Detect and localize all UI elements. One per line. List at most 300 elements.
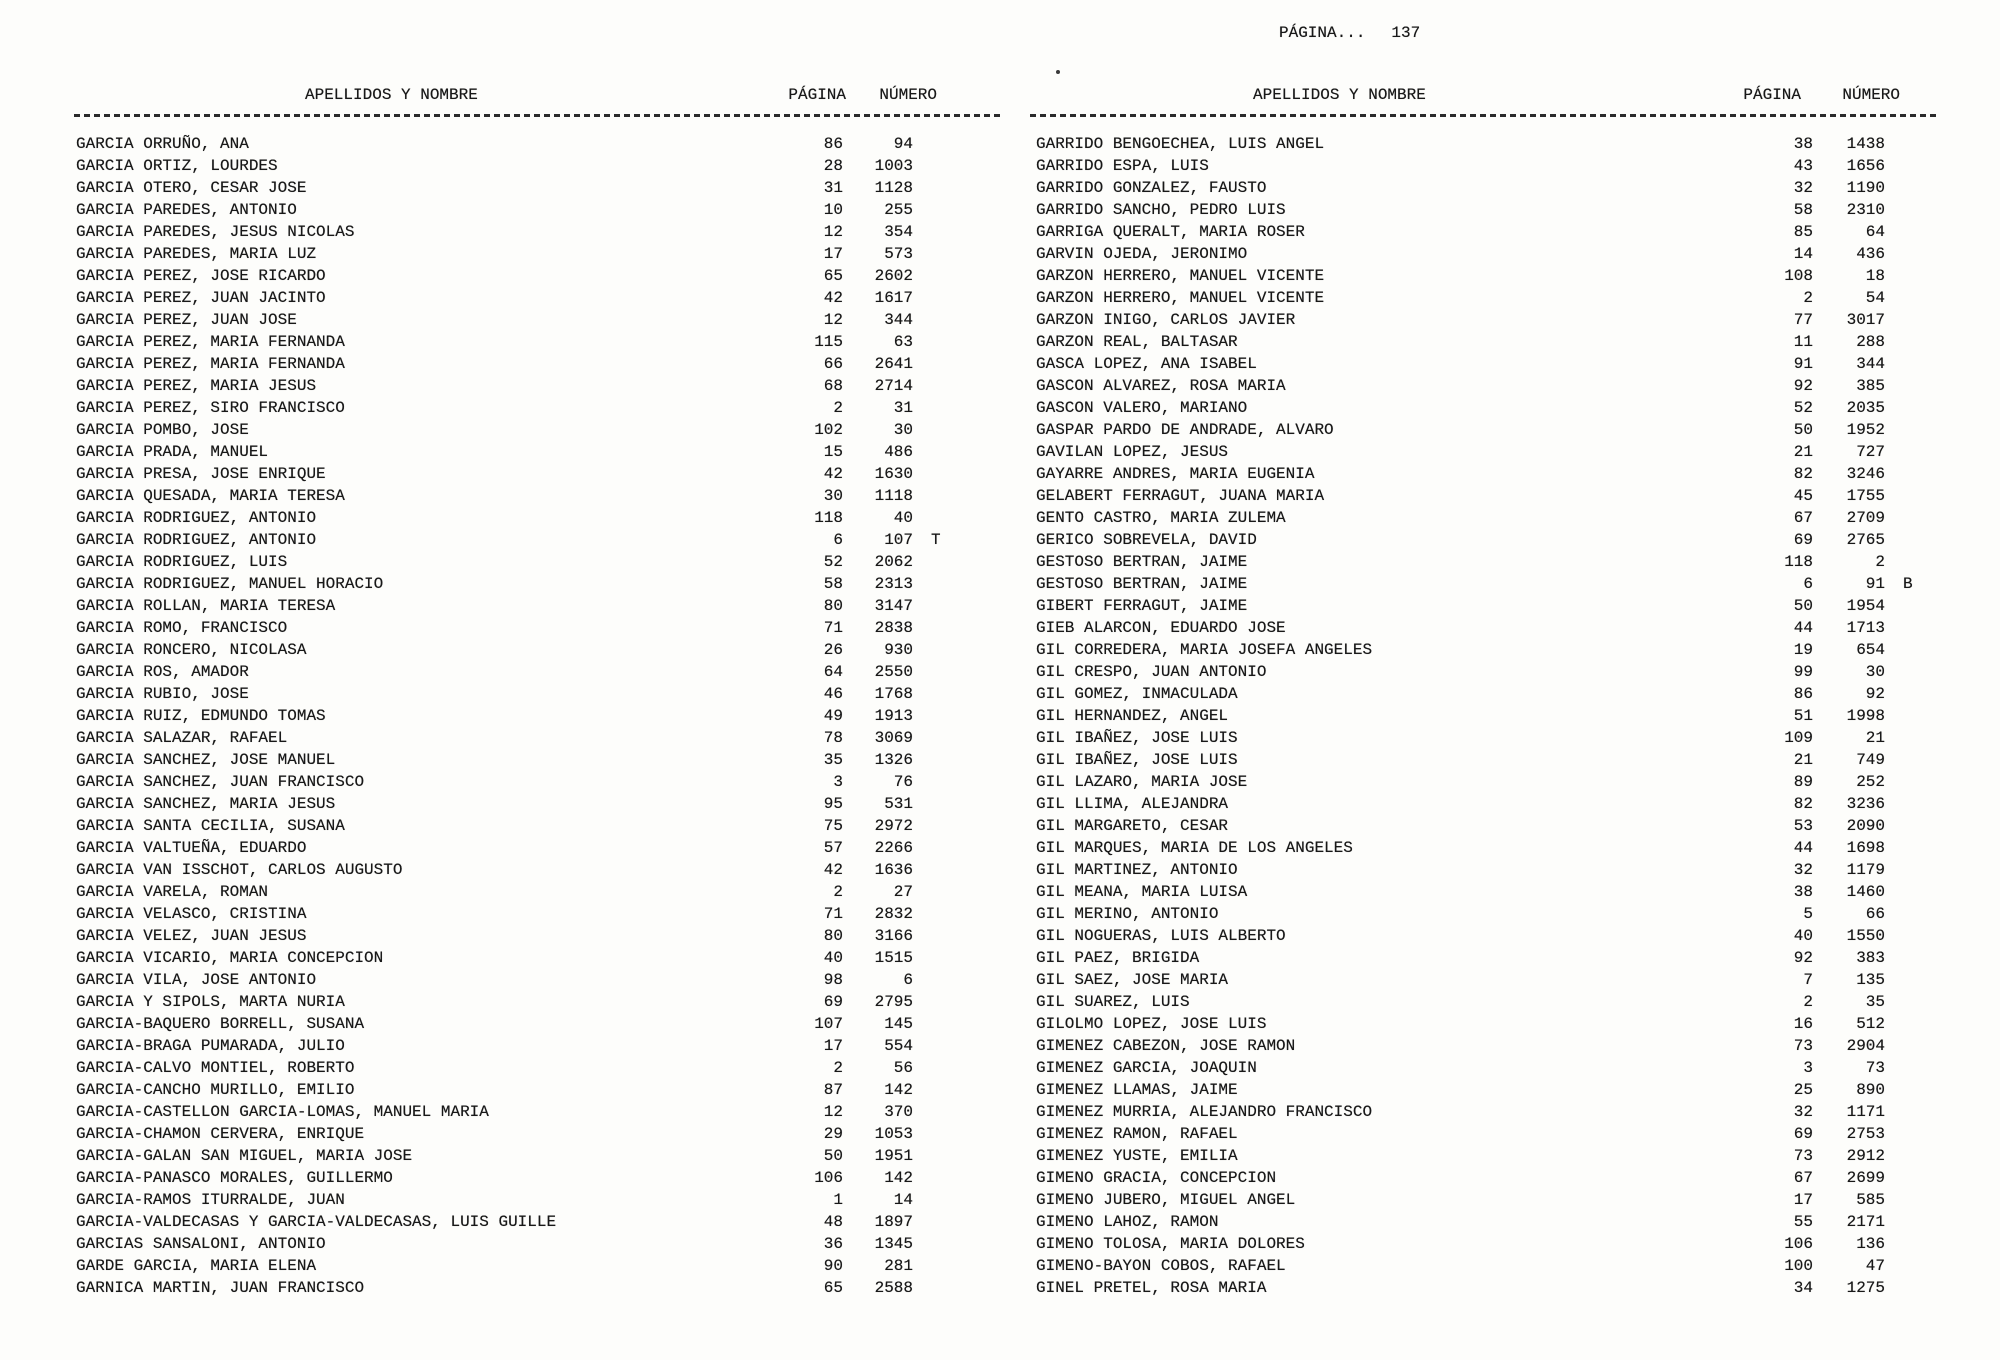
table-row — [76, 1079, 960, 1101]
entry-number: 2912 — [1846, 1147, 1885, 1165]
entry-number: 6 — [903, 971, 913, 989]
entry-page: 106 — [1784, 1235, 1813, 1253]
entry-number: 585 — [1856, 1191, 1885, 1209]
table-row — [1036, 947, 1940, 969]
entry-page: 26 — [823, 641, 843, 659]
entry-number: 2709 — [1846, 509, 1885, 527]
table-row — [1036, 177, 1940, 199]
entry-page: 31 — [823, 179, 843, 197]
entry-page: 86 — [823, 135, 843, 153]
entry-number: 749 — [1856, 751, 1885, 769]
table-row — [76, 1145, 960, 1167]
table-row — [76, 1057, 960, 1079]
entry-number: 27 — [893, 883, 913, 901]
entry-number: 573 — [884, 245, 913, 263]
entry-number: 76 — [893, 773, 913, 791]
entry-page: 51 — [1793, 707, 1813, 725]
entry-page: 65 — [823, 1279, 843, 1297]
table-row — [1036, 1277, 1940, 1299]
table-row — [76, 727, 960, 749]
entry-name: GARCIA ROS, AMADOR — [76, 663, 249, 681]
entry-page: 82 — [1793, 465, 1813, 483]
entry-name: GARCIA PEREZ, MARIA JESUS — [76, 377, 317, 395]
entry-number: 1768 — [874, 685, 913, 703]
table-row — [76, 441, 960, 463]
entry-number: 1179 — [1846, 861, 1885, 879]
table-row — [76, 947, 960, 969]
entry-page: 58 — [823, 575, 843, 593]
entry-name: GARRIDO ESPA, LUIS — [1036, 157, 1209, 175]
entry-name: GARCIA PRESA, JOSE ENRIQUE — [76, 465, 326, 483]
entry-page: 66 — [823, 355, 843, 373]
entry-page: 69 — [1793, 531, 1813, 549]
entry-page: 50 — [823, 1147, 843, 1165]
entry-page: 17 — [823, 245, 843, 263]
table-row — [1036, 683, 1940, 705]
table-row — [1036, 551, 1940, 573]
entry-number: 2641 — [874, 355, 913, 373]
table-row — [1036, 705, 1940, 727]
entry-name: GARCIA RUBIO, JOSE — [76, 685, 249, 703]
table-row — [76, 353, 960, 375]
entry-page: 36 — [823, 1235, 843, 1253]
entry-page: 73 — [1793, 1147, 1813, 1165]
entry-page: 65 — [823, 267, 843, 285]
entry-page: 69 — [823, 993, 843, 1011]
table-row — [76, 1013, 960, 1035]
table-row — [1036, 1145, 1940, 1167]
entry-page: 73 — [1793, 1037, 1813, 1055]
entry-number: 1128 — [874, 179, 913, 197]
entry-number: 3147 — [874, 597, 913, 615]
entry-number: 2753 — [1846, 1125, 1885, 1143]
entry-name: GARCIA RUIZ, EDMUNDO TOMAS — [76, 707, 326, 725]
entry-page: 21 — [1793, 443, 1813, 461]
entry-number: 1698 — [1846, 839, 1885, 857]
table-row — [1036, 991, 1940, 1013]
entry-page: 82 — [1793, 795, 1813, 813]
entry-number: 30 — [1865, 663, 1885, 681]
entry-page: 21 — [1793, 751, 1813, 769]
entry-number: 1954 — [1846, 597, 1885, 615]
entry-name: GARRIDO SANCHO, PEDRO LUIS — [1036, 201, 1286, 219]
entry-name: GARNICA MARTIN, JUAN FRANCISCO — [76, 1279, 365, 1297]
entry-page: 87 — [823, 1081, 843, 1099]
stray-dot-mark — [1056, 70, 1060, 74]
entry-number: 344 — [1856, 355, 1885, 373]
entry-name: GELABERT FERRAGUT, JUANA MARIA — [1036, 487, 1325, 505]
entry-page: 29 — [823, 1125, 843, 1143]
entry-name: GIL GOMEZ, INMACULADA — [1036, 685, 1238, 703]
entry-name: GASCON ALVAREZ, ROSA MARIA — [1036, 377, 1286, 395]
entry-page: 3 — [833, 773, 843, 791]
table-row — [76, 705, 960, 727]
entry-page: 40 — [823, 949, 843, 967]
entry-page: 38 — [1793, 883, 1813, 901]
entry-page: 2 — [1803, 289, 1813, 307]
entry-number: 2 — [1875, 553, 1885, 571]
table-row — [76, 683, 960, 705]
entry-number: 47 — [1865, 1257, 1885, 1275]
entry-page: 118 — [1784, 553, 1813, 571]
table-row — [1036, 1035, 1940, 1057]
entry-number: 288 — [1856, 333, 1885, 351]
entry-number: 145 — [884, 1015, 913, 1033]
entry-page: 6 — [1803, 575, 1813, 593]
entry-page: 102 — [814, 421, 843, 439]
entry-page: 95 — [823, 795, 843, 813]
entry-page: 12 — [823, 1103, 843, 1121]
entry-number: 2090 — [1846, 817, 1885, 835]
table-row — [76, 177, 960, 199]
entry-number: 1326 — [874, 751, 913, 769]
entry-number: 1951 — [874, 1147, 913, 1165]
table-row — [76, 485, 960, 507]
entry-number: 554 — [884, 1037, 913, 1055]
right-header-separator — [1030, 114, 1938, 117]
entry-number: 54 — [1865, 289, 1885, 307]
table-row — [1036, 375, 1940, 397]
entry-name: GIL MARQUES, MARIA DE LOS ANGELES — [1036, 839, 1353, 857]
entry-name: GIBERT FERRAGUT, JAIME — [1036, 597, 1248, 615]
table-row — [76, 1167, 960, 1189]
entry-page: 68 — [823, 377, 843, 395]
entry-number: 92 — [1865, 685, 1885, 703]
table-row — [76, 1101, 960, 1123]
entry-name: GARCIA VALTUEÑA, EDUARDO — [76, 839, 307, 857]
entry-number: 1515 — [874, 949, 913, 967]
entry-number: 142 — [884, 1081, 913, 1099]
entry-number: 1550 — [1846, 927, 1885, 945]
table-row — [76, 507, 960, 529]
table-row — [1036, 793, 1940, 815]
entry-name: GARCIA SANCHEZ, MARIA JESUS — [76, 795, 336, 813]
table-row — [76, 331, 960, 353]
entry-number: 2313 — [874, 575, 913, 593]
entry-page: 1 — [833, 1191, 843, 1209]
entry-number: 531 — [884, 795, 913, 813]
table-row — [76, 771, 960, 793]
entry-number: 63 — [893, 333, 913, 351]
entry-page: 7 — [1803, 971, 1813, 989]
left-header-apellidos: APELLIDOS Y NOMBRE — [305, 86, 478, 104]
table-row — [1036, 463, 1940, 485]
entry-page: 15 — [823, 443, 843, 461]
entry-number: 436 — [1856, 245, 1885, 263]
entry-name: GIL LAZARO, MARIA JOSE — [1036, 773, 1248, 791]
table-row — [1036, 969, 1940, 991]
entry-page: 69 — [1793, 1125, 1813, 1143]
entry-page: 57 — [823, 839, 843, 857]
entry-number: 1998 — [1846, 707, 1885, 725]
entry-page: 52 — [823, 553, 843, 571]
entry-page: 106 — [814, 1169, 843, 1187]
entry-name: GARCIA ROLLAN, MARIA TERESA — [76, 597, 336, 615]
entry-name: GARDE GARCIA, MARIA ELENA — [76, 1257, 317, 1275]
entry-name: GARCIA PEREZ, JUAN JACINTO — [76, 289, 326, 307]
table-row — [1036, 441, 1940, 463]
entry-name: GARZON REAL, BALTASAR — [1036, 333, 1238, 351]
entry-name: GARCIA POMBO, JOSE — [76, 421, 249, 439]
table-row — [1036, 1167, 1940, 1189]
entry-page: 40 — [1793, 927, 1813, 945]
entry-name: GIL IBAÑEZ, JOSE LUIS — [1036, 751, 1238, 769]
table-row — [1036, 1057, 1940, 1079]
table-row — [76, 1233, 960, 1255]
table-row — [1036, 221, 1940, 243]
table-row — [1036, 859, 1940, 881]
entry-number: 2588 — [874, 1279, 913, 1297]
entry-name: GIMENO JUBERO, MIGUEL ANGEL — [1036, 1191, 1296, 1209]
entry-page: 12 — [823, 223, 843, 241]
entry-page: 71 — [823, 619, 843, 637]
table-row — [1036, 1255, 1940, 1277]
entry-page: 45 — [1793, 487, 1813, 505]
entry-name: GARCIA VAN ISSCHOT, CARLOS AUGUSTO — [76, 861, 403, 879]
table-row — [1036, 749, 1940, 771]
entry-number: 2062 — [874, 553, 913, 571]
entry-number: 930 — [884, 641, 913, 659]
entry-name: GARCIAS SANSALONI, ANTONIO — [76, 1235, 326, 1253]
entry-page: 92 — [1793, 949, 1813, 967]
entry-page: 43 — [1793, 157, 1813, 175]
left-header-numero: NÚMERO — [879, 86, 937, 104]
entry-number: 354 — [884, 223, 913, 241]
entry-page: 42 — [823, 289, 843, 307]
entry-page: 2 — [1803, 993, 1813, 1011]
table-row — [76, 1189, 960, 1211]
entry-page: 6 — [833, 531, 843, 549]
entry-page: 25 — [1793, 1081, 1813, 1099]
entry-name: GIMENEZ MURRIA, ALEJANDRO FRANCISCO — [1036, 1103, 1373, 1121]
entry-name: GIL IBAÑEZ, JOSE LUIS — [1036, 729, 1238, 747]
entry-page: 77 — [1793, 311, 1813, 329]
entry-number: 73 — [1865, 1059, 1885, 1077]
entry-number: 2171 — [1846, 1213, 1885, 1231]
entry-name: GARCIA-CASTELLON GARCIA-LOMAS, MANUEL MARIA — [76, 1103, 489, 1121]
entry-number: 136 — [1856, 1235, 1885, 1253]
entry-page: 32 — [1793, 179, 1813, 197]
table-row — [76, 199, 960, 221]
entry-name: GASCA LOPEZ, ANA ISABEL — [1036, 355, 1257, 373]
entry-number: 1913 — [874, 707, 913, 725]
entry-number: 31 — [893, 399, 913, 417]
entry-page: 11 — [1793, 333, 1813, 351]
page-header-label: PÁGINA... — [1279, 24, 1366, 42]
entry-number: 1636 — [874, 861, 913, 879]
entry-name: GIL CRESPO, JUAN ANTONIO — [1036, 663, 1267, 681]
entry-page: 92 — [1793, 377, 1813, 395]
table-row — [76, 639, 960, 661]
entry-number: 1345 — [874, 1235, 913, 1253]
entry-page: 32 — [1793, 1103, 1813, 1121]
entry-name: GARRIDO GONZALEZ, FAUSTO — [1036, 179, 1267, 197]
entry-number: 383 — [1856, 949, 1885, 967]
entry-number: 2035 — [1846, 399, 1885, 417]
entry-page: 2 — [833, 1059, 843, 1077]
entry-page: 118 — [814, 509, 843, 527]
entry-page: 85 — [1793, 223, 1813, 241]
table-row — [1036, 771, 1940, 793]
entry-number: 3246 — [1846, 465, 1885, 483]
entry-number: 370 — [884, 1103, 913, 1121]
entry-name: GARZON HERRERO, MANUEL VICENTE — [1036, 267, 1325, 285]
entry-page: 58 — [1793, 201, 1813, 219]
table-row — [1036, 485, 1940, 507]
entry-number: 281 — [884, 1257, 913, 1275]
entry-name: GERICO SOBREVELA, DAVID — [1036, 531, 1257, 549]
entry-name: GIL MARGARETO, CESAR — [1036, 817, 1229, 835]
entry-name: GARCIA SANCHEZ, JUAN FRANCISCO — [76, 773, 365, 791]
entry-number: 2699 — [1846, 1169, 1885, 1187]
entry-name: GIL HERNANDEZ, ANGEL — [1036, 707, 1229, 725]
entry-name: GINEL PRETEL, ROSA MARIA — [1036, 1279, 1267, 1297]
table-row — [76, 859, 960, 881]
entry-number: 512 — [1856, 1015, 1885, 1033]
table-row — [1036, 573, 1940, 595]
table-row — [1036, 617, 1940, 639]
table-row — [76, 155, 960, 177]
entry-page: 55 — [1793, 1213, 1813, 1231]
table-row — [76, 419, 960, 441]
entry-number: 2904 — [1846, 1037, 1885, 1055]
entry-name: GARCIA-CALVO MONTIEL, ROBERTO — [76, 1059, 355, 1077]
table-row — [76, 529, 960, 551]
entry-name: GARCIA-RAMOS ITURRALDE, JUAN — [76, 1191, 345, 1209]
table-row — [1036, 925, 1940, 947]
table-row — [76, 265, 960, 287]
table-row — [1036, 1211, 1940, 1233]
entry-number: 30 — [893, 421, 913, 439]
table-row — [76, 617, 960, 639]
entry-name: GARCIA ORRUÑO, ANA — [76, 135, 249, 153]
table-row — [1036, 199, 1940, 221]
entry-number: 2714 — [874, 377, 913, 395]
table-row — [1036, 1101, 1940, 1123]
right-header-apellidos: APELLIDOS Y NOMBRE — [1253, 86, 1426, 104]
entry-number: 486 — [884, 443, 913, 461]
entry-page: 100 — [1784, 1257, 1813, 1275]
entry-page: 10 — [823, 201, 843, 219]
entry-number: 64 — [1865, 223, 1885, 241]
table-row — [76, 287, 960, 309]
entry-number: 94 — [893, 135, 913, 153]
table-row — [76, 1277, 960, 1299]
table-row — [1036, 903, 1940, 925]
entry-page: 34 — [1793, 1279, 1813, 1297]
table-row — [1036, 507, 1940, 529]
table-row — [76, 375, 960, 397]
entry-name: GIMENO-BAYON COBOS, RAFAEL — [1036, 1257, 1286, 1275]
entry-page: 52 — [1793, 399, 1813, 417]
entry-name: GIL NOGUERAS, LUIS ALBERTO — [1036, 927, 1286, 945]
entry-name: GARCIA ORTIZ, LOURDES — [76, 157, 278, 175]
entry-name: GARCIA VICARIO, MARIA CONCEPCION — [76, 949, 384, 967]
entry-name: GARRIDO BENGOECHEA, LUIS ANGEL — [1036, 135, 1325, 153]
entry-number: 40 — [893, 509, 913, 527]
table-row — [1036, 529, 1940, 551]
entry-number: 1275 — [1846, 1279, 1885, 1297]
entry-number: 2310 — [1846, 201, 1885, 219]
table-row — [76, 397, 960, 419]
entry-name: GARCIA-CHAMON CERVERA, ENRIQUE — [76, 1125, 365, 1143]
entry-name: GARCIA-BAQUERO BORRELL, SUSANA — [76, 1015, 365, 1033]
entry-number: 135 — [1856, 971, 1885, 989]
entry-page: 17 — [823, 1037, 843, 1055]
left-entry-list — [76, 133, 960, 1299]
entry-page: 90 — [823, 1257, 843, 1275]
entry-page: 3 — [1803, 1059, 1813, 1077]
table-row — [76, 309, 960, 331]
table-row — [1036, 661, 1940, 683]
entry-name: GARCIA SALAZAR, RAFAEL — [76, 729, 288, 747]
entry-name: GARCIA RONCERO, NICOLASA — [76, 641, 307, 659]
entry-page: 14 — [1793, 245, 1813, 263]
entry-page: 42 — [823, 465, 843, 483]
entry-name: GARCIA RODRIGUEZ, LUIS — [76, 553, 288, 571]
entry-number: 66 — [1865, 905, 1885, 923]
table-row — [76, 969, 960, 991]
entry-name: GARCIA PEREZ, MARIA FERNANDA — [76, 355, 345, 373]
entry-name: GARCIA PAREDES, MARIA LUZ — [76, 245, 317, 263]
entry-number: 2550 — [874, 663, 913, 681]
entry-name: GARVIN OJEDA, JERONIMO — [1036, 245, 1248, 263]
entry-name: GESTOSO BERTRAN, JAIME — [1036, 575, 1248, 593]
table-row — [1036, 133, 1940, 155]
entry-page: 2 — [833, 399, 843, 417]
entry-number: 1656 — [1846, 157, 1885, 175]
table-row — [76, 1211, 960, 1233]
entry-page: 67 — [1793, 509, 1813, 527]
entry-number: 18 — [1865, 267, 1885, 285]
entry-page: 89 — [1793, 773, 1813, 791]
entry-name: GIEB ALARCON, EDUARDO JOSE — [1036, 619, 1286, 637]
table-row — [1036, 397, 1940, 419]
entry-name: GARCIA PAREDES, ANTONIO — [76, 201, 297, 219]
entry-number: 142 — [884, 1169, 913, 1187]
entry-name: GARCIA VELEZ, JUAN JESUS — [76, 927, 307, 945]
entry-page: 99 — [1793, 663, 1813, 681]
entry-number: 56 — [893, 1059, 913, 1077]
entry-page: 71 — [823, 905, 843, 923]
table-row — [76, 133, 960, 155]
table-row — [76, 749, 960, 771]
entry-number: 21 — [1865, 729, 1885, 747]
entry-name: GARZON INIGO, CARLOS JAVIER — [1036, 311, 1296, 329]
entry-name: GARCIA-CANCHO MURILLO, EMILIO — [76, 1081, 355, 1099]
entry-name: GESTOSO BERTRAN, JAIME — [1036, 553, 1248, 571]
entry-name: GARCIA RODRIGUEZ, ANTONIO — [76, 509, 317, 527]
entry-name: GARCIA SANTA CECILIA, SUSANA — [76, 817, 345, 835]
table-row — [76, 991, 960, 1013]
entry-number: 1630 — [874, 465, 913, 483]
entry-number: 3017 — [1846, 311, 1885, 329]
entry-page: 78 — [823, 729, 843, 747]
entry-name: GIL PAEZ, BRIGIDA — [1036, 949, 1200, 967]
table-row — [76, 815, 960, 837]
table-row — [76, 221, 960, 243]
entry-number: 2832 — [874, 905, 913, 923]
entry-page: 28 — [823, 157, 843, 175]
table-row — [1036, 265, 1940, 287]
entry-page: 91 — [1793, 355, 1813, 373]
table-row — [1036, 287, 1940, 309]
table-row — [1036, 243, 1940, 265]
entry-number: 2765 — [1846, 531, 1885, 549]
entry-number: 1952 — [1846, 421, 1885, 439]
entry-name: GARRIGA QUERALT, MARIA ROSER — [1036, 223, 1305, 241]
right-entry-list — [1036, 133, 1940, 1299]
